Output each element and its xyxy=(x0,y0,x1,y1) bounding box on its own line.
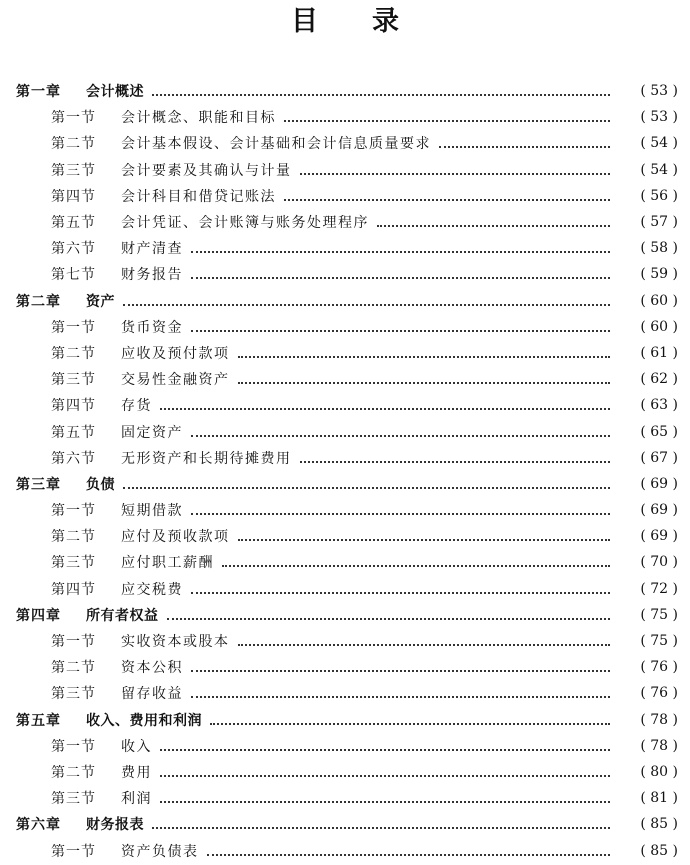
section-number: 第三节 xyxy=(51,372,96,389)
page-number: ( 81 ) xyxy=(640,790,678,807)
dot-leader xyxy=(238,356,611,358)
section-title: 应付职工薪酬 xyxy=(121,555,214,572)
section-number: 第四节 xyxy=(51,398,96,415)
toc-section-row[interactable] xyxy=(0,183,690,209)
dot-leader xyxy=(284,120,610,122)
page-number: ( 62 ) xyxy=(640,371,678,388)
chapter-number: 第一章 xyxy=(16,84,61,101)
dot-leader xyxy=(222,565,610,567)
page-number: ( 76 ) xyxy=(640,659,678,676)
section-title: 存货 xyxy=(121,398,152,415)
toc-section-row[interactable] xyxy=(0,392,690,418)
dot-leader xyxy=(167,618,611,620)
chapter-number: 第二章 xyxy=(16,293,61,310)
page-number: ( 54 ) xyxy=(640,135,678,152)
section-title: 货币资金 xyxy=(121,319,183,336)
section-title: 资产负债表 xyxy=(121,843,199,860)
toc-section-row[interactable] xyxy=(0,680,690,706)
section-title: 收入 xyxy=(121,738,152,755)
dot-leader xyxy=(191,251,610,253)
chapter-title: 所有者权益 xyxy=(86,607,159,624)
section-title: 会计基本假设、会计基础和会计信息质量要求 xyxy=(121,136,431,153)
dot-leader xyxy=(160,801,610,803)
page-number: ( 59 ) xyxy=(640,266,678,283)
chapter-title: 负债 xyxy=(86,476,115,493)
page-number: ( 69 ) xyxy=(640,502,678,519)
page-number: ( 72 ) xyxy=(640,580,678,597)
section-number: 第一节 xyxy=(51,503,96,520)
page-number: ( 54 ) xyxy=(640,161,678,178)
toc-section-row[interactable] xyxy=(0,497,690,523)
section-number: 第三节 xyxy=(51,791,96,808)
section-number: 第二节 xyxy=(51,660,96,677)
dot-leader xyxy=(210,723,610,725)
table-of-contents xyxy=(0,78,690,864)
toc-section-row[interactable] xyxy=(0,733,690,759)
dot-leader xyxy=(160,408,610,410)
chapter-number: 第五章 xyxy=(16,712,61,729)
page-number: ( 75 ) xyxy=(640,633,678,650)
toc-section-row[interactable] xyxy=(0,261,690,287)
dot-leader xyxy=(377,225,610,227)
dot-leader xyxy=(152,827,610,829)
toc-section-row[interactable] xyxy=(0,235,690,261)
chapter-number: 第三章 xyxy=(16,476,61,493)
section-title: 利润 xyxy=(121,791,152,808)
page-number: ( 58 ) xyxy=(640,240,678,257)
chapter-title: 资产 xyxy=(86,293,115,310)
section-number: 第六节 xyxy=(51,450,96,467)
section-number: 第三节 xyxy=(51,555,96,572)
page-number: ( 85 ) xyxy=(640,842,678,859)
chapter-title: 会计概述 xyxy=(86,84,144,101)
dot-leader xyxy=(160,749,610,751)
chapter-number: 第四章 xyxy=(16,607,61,624)
chapter-title: 财务报表 xyxy=(86,817,144,834)
dot-leader xyxy=(191,592,610,594)
toc-section-row[interactable] xyxy=(0,366,690,392)
toc-chapter-row[interactable] xyxy=(0,78,690,104)
section-number: 第四节 xyxy=(51,581,96,598)
page-number: ( 61 ) xyxy=(640,344,678,361)
section-number: 第一节 xyxy=(51,738,96,755)
page-number: ( 78 ) xyxy=(640,737,678,754)
section-title: 应收及预付款项 xyxy=(121,345,230,362)
section-number: 第一节 xyxy=(51,319,96,336)
page-number: ( 57 ) xyxy=(640,214,678,231)
section-number: 第二节 xyxy=(51,529,96,546)
toc-section-row[interactable] xyxy=(0,157,690,183)
page-number: ( 69 ) xyxy=(640,475,678,492)
toc-section-row[interactable] xyxy=(0,104,690,130)
chapter-number: 第六章 xyxy=(16,817,61,834)
section-number: 第七节 xyxy=(51,267,96,284)
section-title: 费用 xyxy=(121,764,152,781)
dot-leader xyxy=(191,696,610,698)
dot-leader xyxy=(152,94,610,96)
section-title: 应付及预收款项 xyxy=(121,529,230,546)
toc-section-row[interactable] xyxy=(0,130,690,156)
page-number: ( 63 ) xyxy=(640,397,678,414)
page-number: ( 75 ) xyxy=(640,606,678,623)
page-number: ( 65 ) xyxy=(640,423,678,440)
toc-section-row[interactable] xyxy=(0,576,690,602)
title-char-1: 目 xyxy=(291,6,318,37)
section-number: 第五节 xyxy=(51,215,96,232)
section-number: 第四节 xyxy=(51,188,96,205)
toc-section-row[interactable] xyxy=(0,654,690,680)
section-number: 第二节 xyxy=(51,345,96,362)
dot-leader xyxy=(191,330,610,332)
page-title xyxy=(0,2,690,42)
section-title: 应交税费 xyxy=(121,581,183,598)
toc-chapter-row[interactable] xyxy=(0,288,690,314)
section-title: 资本公积 xyxy=(121,660,183,677)
toc-section-row[interactable] xyxy=(0,785,690,811)
section-title: 会计凭证、会计账簿与账务处理程序 xyxy=(121,215,369,232)
toc-section-row[interactable] xyxy=(0,549,690,575)
dot-leader xyxy=(123,304,610,306)
section-title: 会计科目和借贷记账法 xyxy=(121,188,276,205)
section-title: 会计要素及其确认与计量 xyxy=(121,162,292,179)
page-number: ( 53 ) xyxy=(640,83,678,100)
page-number: ( 69 ) xyxy=(640,528,678,545)
toc-section-row[interactable] xyxy=(0,445,690,471)
dot-leader xyxy=(191,277,610,279)
toc-chapter-row[interactable] xyxy=(0,471,690,497)
section-number: 第三节 xyxy=(51,162,96,179)
section-title: 实收资本或股本 xyxy=(121,634,230,651)
dot-leader xyxy=(207,854,611,856)
dot-leader xyxy=(191,435,610,437)
page-number: ( 60 ) xyxy=(640,292,678,309)
dot-leader xyxy=(300,461,611,463)
toc-section-row[interactable] xyxy=(0,209,690,235)
section-title: 财产清查 xyxy=(121,241,183,258)
toc-section-row[interactable] xyxy=(0,340,690,366)
chapter-title: 收入、费用和利润 xyxy=(86,712,202,729)
dot-leader xyxy=(191,513,610,515)
page-number: ( 67 ) xyxy=(640,449,678,466)
page-number: ( 60 ) xyxy=(640,318,678,335)
dot-leader xyxy=(123,487,610,489)
page-number: ( 56 ) xyxy=(640,187,678,204)
dot-leader xyxy=(160,775,610,777)
page-number: ( 76 ) xyxy=(640,685,678,702)
page-number: ( 53 ) xyxy=(640,109,678,126)
toc-chapter-row[interactable] xyxy=(0,707,690,733)
toc-section-row[interactable] xyxy=(0,759,690,785)
section-number: 第一节 xyxy=(51,634,96,651)
dot-leader xyxy=(238,539,611,541)
section-title: 无形资产和长期待摊费用 xyxy=(121,450,292,467)
page-number: ( 78 ) xyxy=(640,711,678,728)
section-number: 第五节 xyxy=(51,424,96,441)
dot-leader xyxy=(191,670,610,672)
toc-section-row[interactable] xyxy=(0,837,690,863)
section-title: 交易性金融资产 xyxy=(121,372,230,389)
section-title: 固定资产 xyxy=(121,424,183,441)
section-number: 第三节 xyxy=(51,686,96,703)
section-number: 第二节 xyxy=(51,136,96,153)
dot-leader xyxy=(284,199,610,201)
dot-leader xyxy=(300,173,611,175)
toc-chapter-row[interactable] xyxy=(0,811,690,837)
section-title: 会计概念、职能和目标 xyxy=(121,110,276,127)
page-number: ( 70 ) xyxy=(640,554,678,571)
dot-leader xyxy=(238,382,611,384)
toc-chapter-row[interactable] xyxy=(0,602,690,628)
page-number: ( 85 ) xyxy=(640,816,678,833)
section-number: 第二节 xyxy=(51,764,96,781)
toc-section-row[interactable] xyxy=(0,314,690,340)
toc-section-row[interactable] xyxy=(0,418,690,444)
toc-section-row[interactable] xyxy=(0,628,690,654)
dot-leader xyxy=(238,644,611,646)
dot-leader xyxy=(439,146,610,148)
toc-section-row[interactable] xyxy=(0,523,690,549)
section-number: 第六节 xyxy=(51,241,96,258)
section-title: 财务报告 xyxy=(121,267,183,284)
section-number: 第一节 xyxy=(51,843,96,860)
title-char-2: 录 xyxy=(372,6,399,37)
section-number: 第一节 xyxy=(51,110,96,127)
page-number: ( 80 ) xyxy=(640,763,678,780)
section-title: 短期借款 xyxy=(121,503,183,520)
section-title: 留存收益 xyxy=(121,686,183,703)
